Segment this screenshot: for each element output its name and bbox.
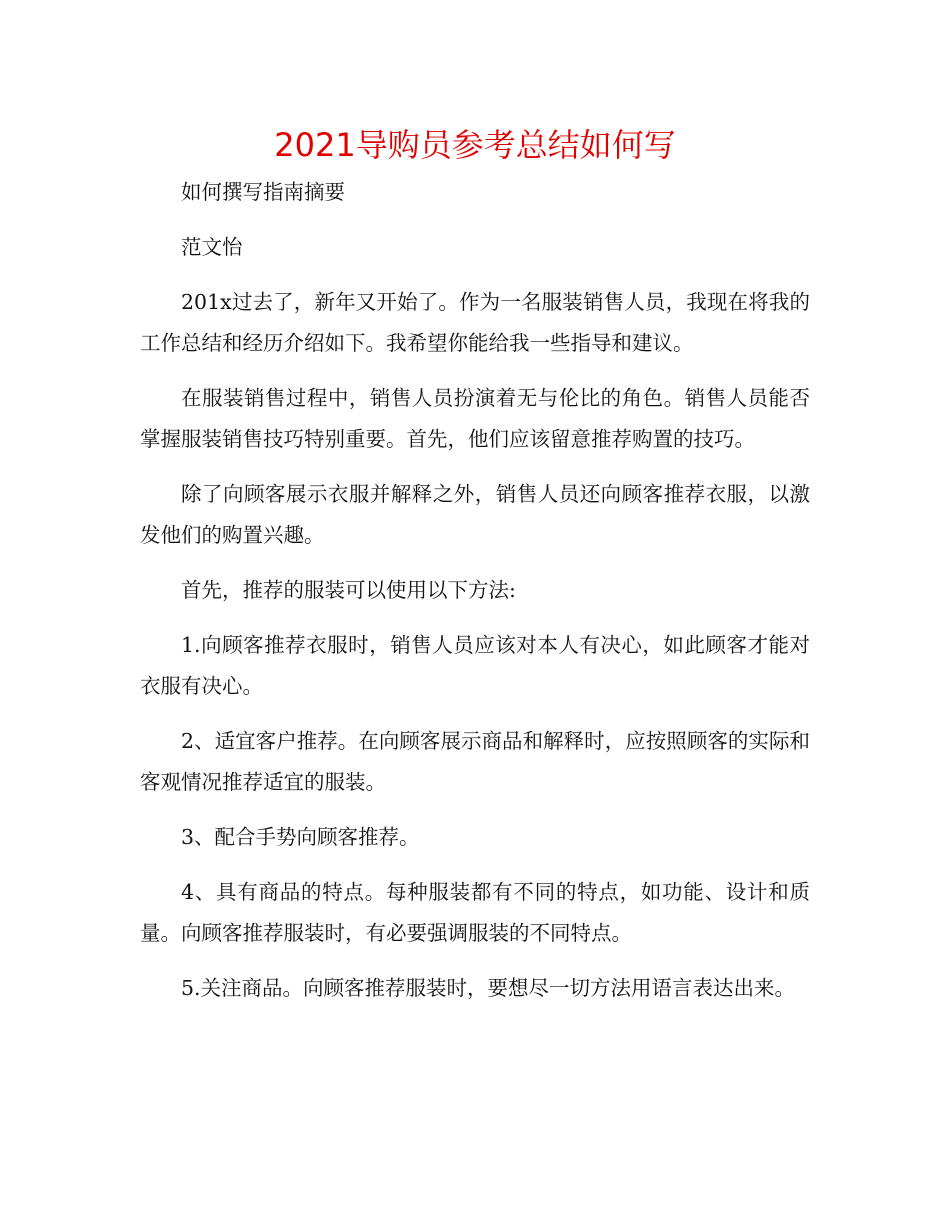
list-item-3: 3、配合手势向顾客推荐。: [181, 825, 420, 849]
list-item-2: 2、适宜客户推荐。在向顾客展示商品和解释时，应按照顾客的实际和客观情况推荐适宜的服装。: [140, 729, 810, 794]
paragraph-guide-summary: 如何撰写指南摘要: [181, 180, 345, 204]
document-body: [140, 172, 810, 1023]
list-item-1: 1.向顾客推荐衣服时，销售人员应该对本人有决心，如此顾客才能对衣服有决心。: [140, 633, 810, 698]
paragraph-recommend: 除了向顾客展示衣服并解释之外，销售人员还向顾客推荐衣服，以激发他们的购置兴趣。: [140, 482, 810, 547]
paragraph-methods-intro: 首先，推荐的服装可以使用以下方法:: [181, 578, 516, 602]
list-item-4: 4、具有商品的特点。每种服装都有不同的特点，如功能、设计和质量。向顾客推荐服装时，有必要强调服装的不同特点。: [140, 880, 810, 945]
paragraph-author: 范文怡: [181, 235, 243, 259]
list-item-5: 5.关注商品。向顾客推荐服装时，要想尽一切方法用语言表达出来。: [181, 976, 796, 1000]
paragraph-intro: 201x过去了，新年又开始了。作为一名服装销售人员，我现在将我的工作总结和经历介绍如下。我希望你能给我一些指导和建议。: [140, 290, 810, 355]
document-title: 2021导购员参考总结如何写: [274, 126, 676, 164]
paragraph-sales-role: 在服装销售过程中，销售人员扮演着无与伦比的角色。销售人员能否掌握服装销售技巧特别重要。首先，他们应该留意推荐购置的技巧。: [140, 386, 810, 451]
